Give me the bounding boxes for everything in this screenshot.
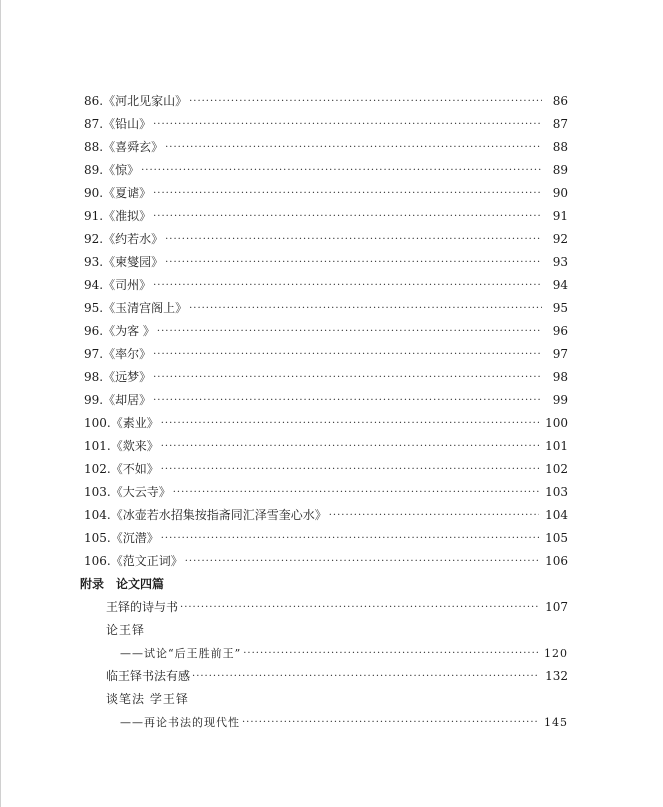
dot-leader (161, 412, 539, 435)
toc-entry-page: 86 (552, 94, 568, 108)
toc-entry-title: 临王铎书法有感 (106, 669, 191, 683)
page-edge (0, 0, 1, 807)
dot-leader (153, 113, 542, 136)
dot-leader (153, 274, 542, 297)
toc-entry-title: 103.《大云寺》 (84, 485, 171, 499)
toc-entry-page: 99 (552, 393, 568, 407)
dot-leader (180, 596, 539, 619)
toc-entry-page: 145 (544, 716, 568, 729)
appendix-heading (80, 573, 568, 596)
dot-leader (185, 550, 539, 573)
dot-leader (153, 205, 542, 228)
toc-entry-page: 101 (545, 439, 568, 453)
toc-entry-94[interactable] (84, 274, 568, 297)
toc-entry-page: 107 (545, 600, 568, 614)
toc-entry-105[interactable] (84, 527, 568, 550)
toc-entry-103[interactable] (84, 481, 568, 504)
dot-leader (161, 458, 539, 481)
toc-entry-91[interactable] (84, 205, 568, 228)
toc-entry-87[interactable] (84, 113, 568, 136)
toc-entry-title: 95.《玉清宫阁上》 (84, 301, 188, 315)
toc-entry-title: 88.《喜舜玄》 (84, 140, 164, 154)
toc-entry-title: 王铎的诗与书 (106, 600, 179, 614)
dot-leader (192, 665, 539, 688)
dot-leader (165, 136, 542, 159)
dot-leader (141, 159, 542, 182)
toc-entry-86[interactable] (84, 90, 568, 113)
toc-entry-95[interactable] (84, 297, 568, 320)
toc-entry-96[interactable] (84, 320, 568, 343)
toc-entry-title: 101.《欻来》 (84, 439, 159, 453)
toc-entry-90[interactable] (84, 182, 568, 205)
toc-entry-92[interactable] (84, 228, 568, 251)
toc-entry-page: 90 (552, 186, 568, 200)
dot-leader (189, 90, 542, 113)
toc-entry-page: 120 (544, 647, 568, 660)
toc-entry-page: 93 (552, 255, 568, 269)
toc-entry-page: 106 (545, 554, 568, 568)
toc-entry-title: 97.《率尔》 (84, 347, 152, 361)
toc-entry-page: 88 (552, 140, 568, 154)
table-of-contents (80, 90, 568, 734)
appendix-label: 附录 (80, 577, 105, 591)
toc-essay-4-subtitle[interactable] (84, 711, 568, 734)
toc-entry-title: 99.《却居》 (84, 393, 152, 407)
dot-leader (243, 642, 538, 665)
appendix-title: 论文四篇 (116, 577, 165, 591)
toc-entry-page: 96 (552, 324, 568, 338)
toc-essay-2-subtitle[interactable] (84, 642, 568, 665)
toc-entry-page: 91 (552, 209, 568, 223)
toc-entry-title: 87.《铅山》 (84, 117, 152, 131)
toc-entry-page: 104 (545, 508, 568, 522)
dot-leader (153, 366, 542, 389)
toc-entry-page: 132 (545, 669, 568, 683)
dot-leader (153, 182, 542, 205)
dot-leader (173, 481, 539, 504)
dot-leader (189, 297, 542, 320)
toc-entry-page: 87 (552, 117, 568, 131)
toc-entry-title: 92.《约若水》 (84, 232, 164, 246)
toc-entry-99[interactable] (84, 389, 568, 412)
toc-essay-4-title[interactable]: 谈笔法 学王铎 (106, 692, 189, 706)
toc-entry-104[interactable] (84, 504, 568, 527)
toc-entry-title: 89.《惊》 (84, 163, 140, 177)
toc-entry-title: 93.《柬燮园》 (84, 255, 164, 269)
toc-entry-title: 105.《沉潜》 (84, 531, 159, 545)
toc-entry-page: 105 (545, 531, 568, 545)
toc-entry-title: 102.《不如》 (84, 462, 159, 476)
dot-leader (165, 228, 542, 251)
toc-essay-1[interactable] (84, 596, 568, 619)
toc-entry-97[interactable] (84, 343, 568, 366)
dot-leader (165, 251, 542, 274)
toc-entry-title: 86.《河北见家山》 (84, 94, 188, 108)
toc-entry-102[interactable] (84, 458, 568, 481)
toc-entry-page: 98 (552, 370, 568, 384)
toc-entry-106[interactable] (84, 550, 568, 573)
dot-leader (242, 711, 538, 734)
toc-entry-title: 90.《夏谑》 (84, 186, 152, 200)
dot-leader (329, 504, 539, 527)
toc-entry-98[interactable] (84, 366, 568, 389)
toc-entry-title: 100.《素业》 (84, 416, 159, 430)
toc-entry-page: 102 (545, 462, 568, 476)
dot-leader (161, 435, 539, 458)
toc-entry-101[interactable] (84, 435, 568, 458)
toc-entry-page: 92 (552, 232, 568, 246)
dot-leader (161, 527, 539, 550)
toc-entry-page: 97 (552, 347, 568, 361)
toc-entry-title: 94.《司州》 (84, 278, 152, 292)
toc-entry-page: 89 (552, 163, 568, 177)
toc-entry-page: 100 (545, 416, 568, 430)
toc-entry-page: 94 (552, 278, 568, 292)
toc-entry-page: 95 (552, 301, 568, 315)
toc-entry-page: 103 (545, 485, 568, 499)
toc-essay-3[interactable] (84, 665, 568, 688)
toc-entry-89[interactable] (84, 159, 568, 182)
dot-leader (153, 389, 542, 412)
toc-entry-title: 106.《范文正词》 (84, 554, 183, 568)
toc-entry-title: 96.《为客 》 (84, 324, 155, 338)
dot-leader (157, 320, 542, 343)
toc-entry-title: ——试论“后王胜前王” (120, 647, 242, 660)
toc-entry-title: 91.《准拟》 (84, 209, 152, 223)
toc-entry-title: ——再论书法的现代性 (120, 716, 240, 729)
toc-entry-title: 98.《远梦》 (84, 370, 152, 384)
dot-leader (153, 343, 542, 366)
toc-essay-2-title[interactable]: 论王铎 (106, 623, 146, 637)
toc-entry-title: 104.《冰壶若水招集按指斋同汇泽雪奎心水》 (84, 508, 327, 522)
toc-entry-100[interactable] (84, 412, 568, 435)
toc-entry-93[interactable] (84, 251, 568, 274)
toc-entry-88[interactable] (84, 136, 568, 159)
